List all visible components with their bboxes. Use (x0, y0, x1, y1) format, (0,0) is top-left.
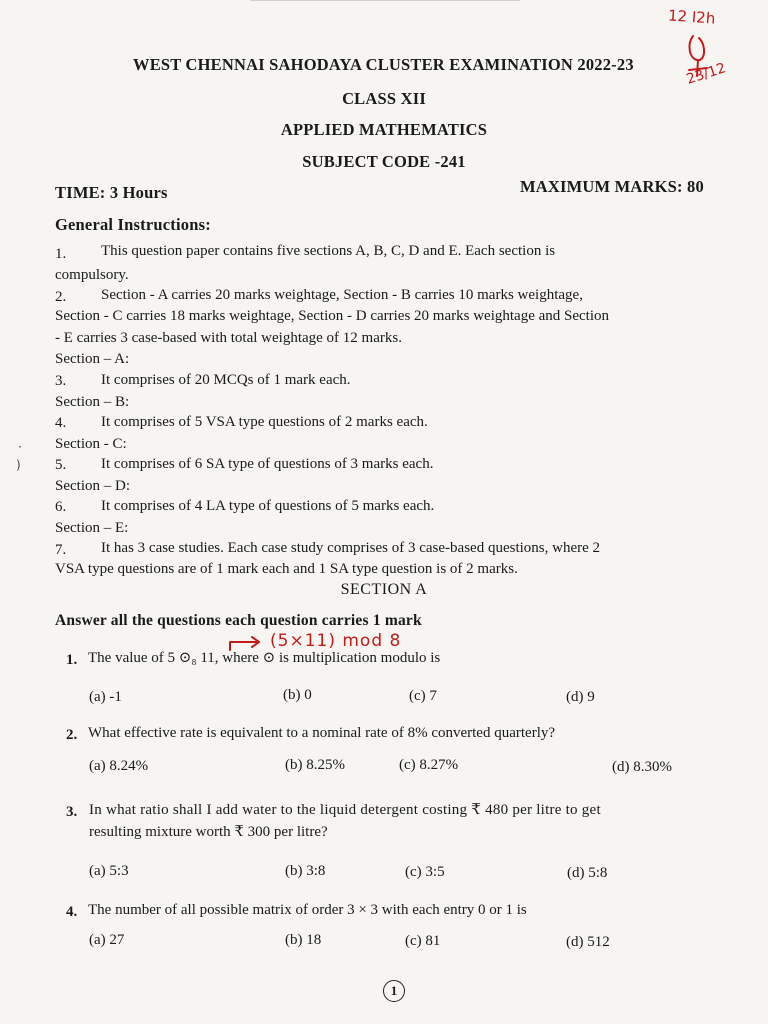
instruction-text: compulsory. (55, 267, 129, 283)
margin-mark: · (18, 440, 22, 454)
section-label: Section – B: (55, 394, 130, 410)
instruction-text: It comprises of 4 LA type of questions of 5 marks each. (101, 498, 435, 514)
maximum-marks: MAXIMUM MARKS: 80 (520, 177, 704, 196)
option-c: (c) 8.27% (399, 757, 459, 773)
question-number: 4. (66, 904, 78, 920)
date-handwritten-note: 23/12 (684, 60, 728, 88)
instruction-number: 7. (55, 542, 67, 558)
question-number: 3. (66, 804, 78, 820)
question-number: 2. (66, 727, 78, 743)
instruction-text: It comprises of 6 SA type of questions of 3 marks each. (101, 456, 434, 472)
section-label: Section – A: (55, 351, 130, 367)
page-number: 1 (383, 980, 405, 1002)
option-b: (b) 3:8 (285, 863, 326, 879)
q1-handwritten-working: (5×11) mod 8 (270, 631, 402, 651)
instruction-text: It comprises of 20 MCQs of 1 mark each. (101, 372, 351, 388)
instructions-heading: General Instructions: (55, 215, 211, 234)
instruction-text: This question paper contains five sections A, B, C, D and E. Each section is (101, 243, 556, 259)
time-allowed: TIME: 3 Hours (55, 183, 168, 202)
instruction-number: 2. (55, 289, 67, 305)
subject-title: APPLIED MATHEMATICS (280, 120, 488, 139)
section-label: Section - C: (55, 436, 127, 452)
instruction-text: VSA type questions are of 1 mark each and 1 SA type question is of 2 marks. (55, 561, 518, 577)
top-edge-line (250, 0, 520, 1)
instruction-text: Section - A carries 20 marks weightage, Section - B carries 10 marks weightage, (101, 287, 583, 303)
subject-code: SUBJECT CODE -241 (302, 152, 466, 171)
question-text: The value of 5 ⊙₈ 11, where ⊙ is multiplication modulo is (88, 650, 441, 666)
option-b: (b) 0 (283, 687, 312, 703)
option-d: (d) 9 (566, 689, 595, 705)
instruction-number: 3. (55, 373, 67, 389)
section-label: Section – E: (55, 520, 129, 536)
section-a-instruction: Answer all the questions each question carries 1 mark (55, 612, 422, 629)
section-a-heading: SECTION A (340, 581, 428, 598)
instruction-text: Section - C carries 18 marks weightage, Section - D carries 20 marks weightage and Section (55, 308, 609, 324)
option-c: (c) 81 (405, 933, 441, 949)
option-d: (d) 8.30% (612, 759, 672, 775)
option-a: (a) 5:3 (89, 863, 129, 879)
margin-mark: ) (16, 458, 21, 472)
instruction-number: 5. (55, 457, 67, 473)
question-text: What effective rate is equivalent to a nominal rate of 8% converted quarterly? (88, 725, 556, 741)
question-number: 1. (66, 652, 78, 668)
instruction-text: - E carries 3 case-based with total weightage of 12 marks. (55, 330, 402, 346)
option-d: (d) 512 (566, 934, 610, 950)
option-d: (d) 5:8 (567, 865, 608, 881)
option-a: (a) 8.24% (89, 758, 149, 774)
option-a: (a) 27 (89, 932, 125, 948)
instruction-number: 6. (55, 499, 67, 515)
option-a: (a) -1 (89, 689, 122, 705)
question-text: The number of all possible matrix of order 3 × 3 with each entry 0 or 1 is (88, 902, 527, 918)
section-label: Section – D: (55, 478, 130, 494)
option-c: (c) 3:5 (405, 864, 445, 880)
instruction-number: 1. (55, 246, 67, 262)
class-title: CLASS XII (342, 89, 426, 108)
option-b: (b) 8.25% (285, 757, 345, 773)
question-text: In what ratio shall I add water to the liquid detergent costing ₹ 480 per litre to get (89, 802, 601, 818)
option-b: (b) 18 (285, 932, 322, 948)
option-c: (c) 7 (409, 688, 437, 704)
exam-title: WEST CHENNAI SAHODAYA CLUSTER EXAMINATION 2022-23 (133, 55, 634, 74)
top-right-handwritten-note: 12 I2h (667, 6, 716, 28)
instruction-text: It comprises of 5 VSA type questions of 2 marks each. (101, 414, 428, 430)
question-text-continued: resulting mixture worth ₹ 300 per litre? (89, 824, 328, 840)
instruction-text: It has 3 case studies. Each case study comprises of 3 case-based questions, where 2 (101, 540, 601, 556)
instruction-number: 4. (55, 415, 67, 431)
